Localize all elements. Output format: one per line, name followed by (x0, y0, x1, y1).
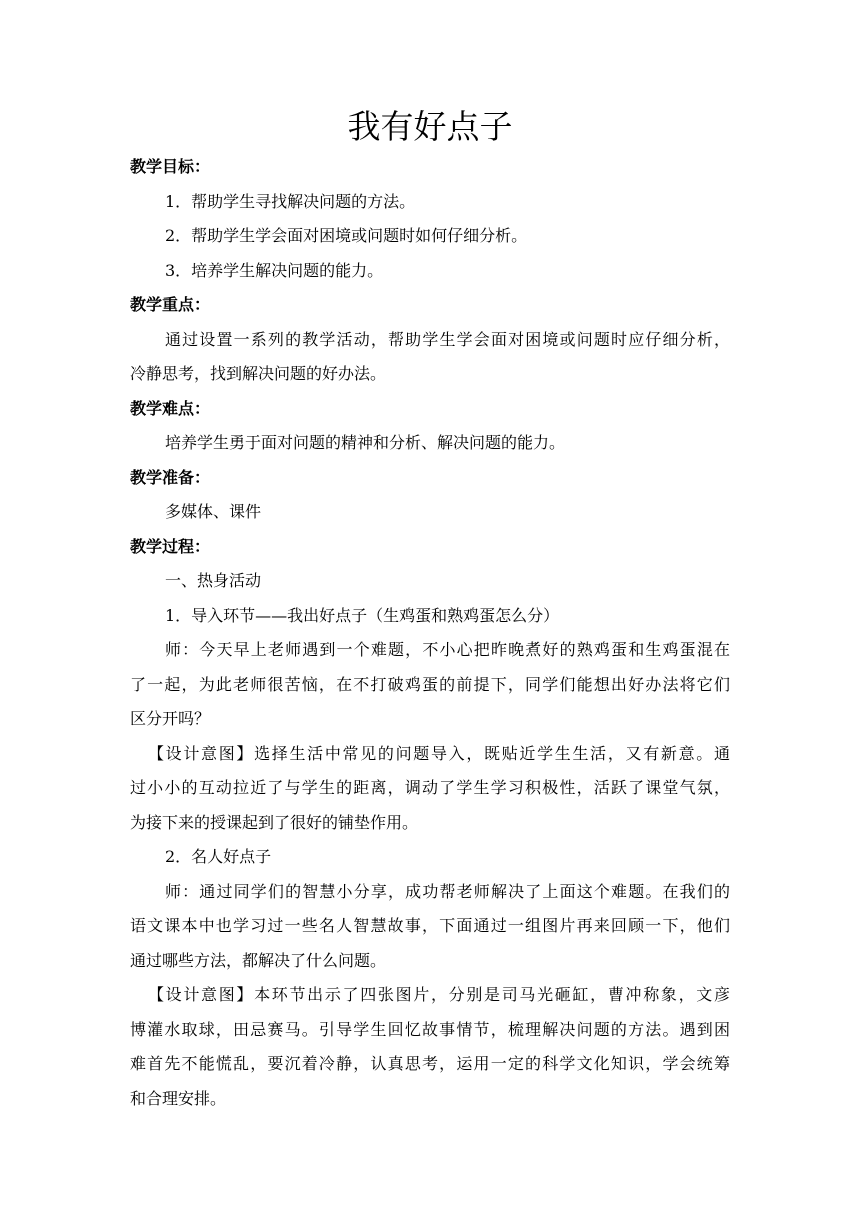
intent-2-line-4: 和合理安排。 (130, 1088, 227, 1108)
intent-2-line-2: 博灌水取球，田忌赛马。引导学生回忆故事情节，梳理解决问题的方法。遇到困 (130, 1019, 730, 1039)
process-step-1-title: 1．导入环节——我出好点子（生鸡蛋和熟鸡蛋怎么分） (165, 605, 560, 625)
teacher-2-line-3: 通过哪些方法，都解决了什么问题。 (130, 950, 387, 970)
teacher-paragraph-2 (130, 875, 730, 979)
goal-item-1: 1．帮助学生寻找解决问题的方法。 (165, 191, 416, 211)
key-points-heading: 教学重点： (130, 295, 211, 314)
preparation-heading: 教学准备： (130, 467, 211, 487)
design-intent-paragraph-2 (130, 978, 730, 1116)
process-heading: 教学过程： (130, 536, 211, 556)
goal-item-3: 3．培养学生解决问题的能力。 (165, 260, 384, 280)
design-intent-paragraph-1 (130, 737, 730, 841)
goals-heading: 教学目标： (130, 157, 211, 176)
intent-2-line-3: 难首先不能慌乱，要沉着冷静，认真思考，运用一定的科学文化知识，学会统筹 (130, 1054, 730, 1073)
teacher-1-line-3: 区分开吗？ (130, 709, 211, 728)
key-points-paragraph (130, 323, 730, 392)
document-body (130, 150, 730, 1116)
teacher-2-line-2: 语文课本中也学习过一些名人智慧故事，下面通过一组图片再来回顾一下，他们 (130, 916, 730, 935)
key-points-line-2: 冷静思考，找到解决问题的好办法。 (130, 364, 387, 383)
teacher-paragraph-1 (130, 633, 730, 737)
intent-2-line-1: 【设计意图】本环节出示了四张图片，分别是司马光砸缸，曹冲称象，文彦 (148, 985, 730, 1004)
goal-item-2: 2．帮助学生学会面对困境或问题时如何仔细分析。 (165, 226, 528, 245)
teacher-1-line-1: 师：今天早上老师遇到一个难题，不小心把昨晚煮好的熟鸡蛋和生鸡蛋混在 (165, 640, 730, 659)
document-title: 我有好点子 (347, 107, 513, 146)
teacher-2-line-1: 师：通过同学们的智慧小分享，成功帮老师解决了上面这个难题。在我们的 (165, 881, 730, 901)
teacher-1-line-2: 了一起，为此老师很苦恼，在不打破鸡蛋的前提下，同学们能想出好办法将它们 (130, 674, 730, 694)
key-points-line-1: 通过设置一系列的教学活动，帮助学生学会面对困境或问题时应仔细分析， (165, 329, 730, 349)
intent-1-line-3: 为接下来的授课起到了很好的铺垫作用。 (130, 812, 419, 832)
preparation-text: 多媒体、课件 (165, 502, 262, 521)
process-part-1: 一、热身活动 (165, 571, 262, 590)
intent-1-line-2: 过小小的互动拉近了与学生的距离，调动了学生学习积极性，活跃了课堂气氛， (130, 778, 730, 797)
difficulties-heading: 教学难点： (130, 398, 211, 418)
process-step-2-title: 2．名人好点子 (165, 847, 272, 866)
difficulties-text: 培养学生勇于面对问题的精神和分析、解决问题的能力。 (165, 433, 566, 452)
intent-1-line-1: 【设计意图】选择生活中常见的问题导入，既贴近学生生活，又有新意。通 (148, 743, 730, 763)
